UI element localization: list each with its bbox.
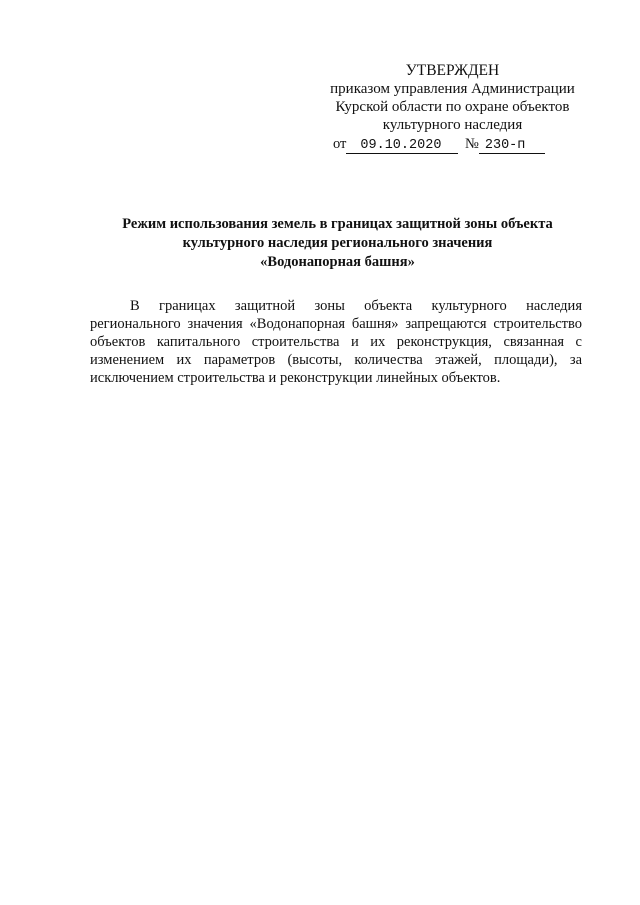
body-paragraph: В границах защитной зоны объекта культурного наследия регионального значения «Водонапорная башня» запрещаются строительство объектов капитального строительства и их реконструкция, связанная с изменением их параметров (высоты, количества этажей, площади), за исключением строительства и реконструкции линейных объектов. (90, 298, 582, 386)
title-line-2: культурного наследия регионального значения (182, 235, 493, 251)
approval-line-3: культурного наследия (382, 117, 523, 133)
approval-line-1: приказом управления Администрации (330, 81, 575, 97)
approval-block (330, 62, 575, 154)
approval-line-2: Курской области по охране объектов (335, 99, 570, 115)
order-date: 09.10.2020 (346, 138, 458, 154)
document-title (80, 215, 595, 272)
approval-heading: УТВЕРЖДЕН (405, 62, 500, 79)
number-sign: № (465, 136, 479, 152)
title-line-1: Режим использования земель в границах защитной зоны объекта (122, 216, 553, 232)
title-line-3: «Водонапорная башня» (260, 254, 415, 270)
date-prefix: от (333, 136, 347, 152)
order-number: 230-п (479, 138, 545, 154)
order-date-number-line (330, 135, 575, 154)
